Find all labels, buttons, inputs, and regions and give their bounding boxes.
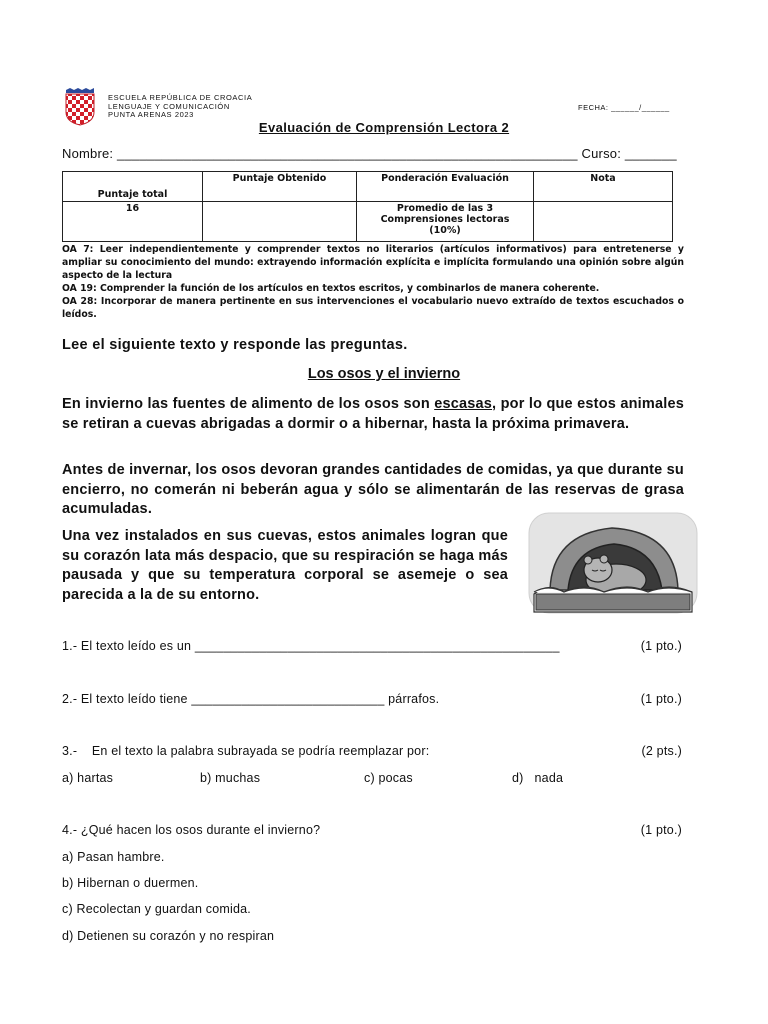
question-3 bbox=[62, 744, 682, 758]
score-table bbox=[62, 171, 673, 242]
question-4-points: (1 pto.) bbox=[640, 823, 682, 837]
objective-oa28: OA 28: Incorporar de manera pertinente en sus intervenciones el vocabulario nuevo extraído de textos escuchados o leídos. bbox=[62, 296, 684, 320]
question-4-text: 4.- ¿Qué hacen los osos durante el invierno? bbox=[62, 823, 321, 837]
name-course-line[interactable]: Nombre: ______________________________________________________________ Curso: _______ bbox=[62, 146, 677, 161]
question-3-option-d[interactable]: d) nada bbox=[512, 771, 564, 785]
learning-objectives bbox=[62, 243, 684, 321]
score-grade-value[interactable] bbox=[534, 202, 673, 242]
question-2-points: (1 pto.) bbox=[640, 692, 682, 706]
text-title: Los osos y el invierno bbox=[307, 366, 461, 382]
question-4-option-c[interactable]: c) Recolectan y guardan comida. bbox=[62, 902, 251, 916]
school-subject: LENGUAJE Y COMUNICACIÓN bbox=[108, 101, 230, 111]
paragraph-1-start: En invierno las fuentes de alimento de los osos son bbox=[62, 396, 435, 412]
objective-oa7: OA 7: Leer independientemente y comprender textos no literarios (artículos informativos) para entretenerse y ampliar su conocimiento del mundo: extrayendo información explícita e implícita formulando una opinión sobre algún aspecto de la lectura bbox=[62, 244, 684, 281]
question-4-option-d[interactable]: d) Detienen su corazón y no respiran bbox=[62, 929, 275, 943]
question-3-option-b[interactable]: b) muchas bbox=[200, 771, 261, 785]
question-4-option-a[interactable]: a) Pasan hambre. bbox=[62, 850, 165, 864]
score-header-total: Puntaje total bbox=[63, 172, 203, 202]
question-3-text: 3.- En el texto la palabra subrayada se podría reemplazar por: bbox=[62, 744, 430, 758]
score-header-grade: Nota bbox=[534, 172, 673, 202]
question-2-text[interactable]: 2.- El texto leído tiene ___________________________ párrafos. bbox=[62, 692, 440, 706]
question-3-option-c[interactable]: c) pocas bbox=[364, 771, 413, 785]
page-title: Evaluación de Comprensión Lectora 2 bbox=[258, 120, 510, 135]
paragraph-1-end: , por lo que estos animales se retiran a cuevas abrigadas a dormir o a hibernar, hasta la próxima primavera. bbox=[62, 396, 684, 432]
question-4-option-b[interactable]: b) Hibernan o duermen. bbox=[62, 876, 199, 890]
question-3-points: (2 pts.) bbox=[641, 744, 682, 758]
school-city: PUNTA ARENAS 2023 bbox=[108, 110, 194, 119]
bear-cave-illustration bbox=[528, 512, 698, 614]
question-1 bbox=[62, 639, 682, 653]
score-obtained-value[interactable] bbox=[203, 202, 357, 242]
question-3-option-a[interactable]: a) hartas bbox=[62, 771, 114, 785]
score-header-obtained: Puntaje Obtenido bbox=[203, 172, 357, 202]
school-info bbox=[108, 94, 252, 120]
question-4 bbox=[62, 823, 682, 837]
paragraph-2: Antes de invernar, los osos devoran grandes cantidades de comidas, ya que durante su encierro, no comerán ni beberán agua y sólo se alimentarán de las reservas de grasa acumuladas. bbox=[62, 462, 684, 517]
paragraph-1 bbox=[62, 395, 684, 434]
date-field[interactable]: FECHA: ______/______ bbox=[578, 103, 670, 112]
score-weight-value: Promedio de las 3 Comprensiones lectoras (10%) bbox=[357, 202, 534, 242]
score-header-weight: Ponderación Evaluación bbox=[357, 172, 534, 202]
question-2 bbox=[62, 692, 682, 706]
underlined-word: escasas bbox=[434, 396, 493, 412]
score-total-value: 16 bbox=[63, 202, 203, 242]
question-1-text[interactable]: 1.- El texto leído es un ___________________________________________________ bbox=[62, 639, 560, 653]
instruction: Lee el siguiente texto y responde las preguntas. bbox=[62, 337, 408, 353]
school-name: ESCUELA REPÚBLICA DE CROACIA bbox=[108, 93, 253, 102]
question-1-points: (1 pto.) bbox=[640, 639, 682, 653]
objective-oa19: OA 19: Comprender la función de los artículos en textos escritos, y combinarlos de manera coherente. bbox=[62, 283, 600, 294]
paragraph-3: Una vez instalados en sus cuevas, estos animales logran que su corazón lata más despacio, que su respiración se haga más pausada y que su temperatura corporal se asemeje o sea parecida a la de su entorno. bbox=[62, 528, 508, 603]
